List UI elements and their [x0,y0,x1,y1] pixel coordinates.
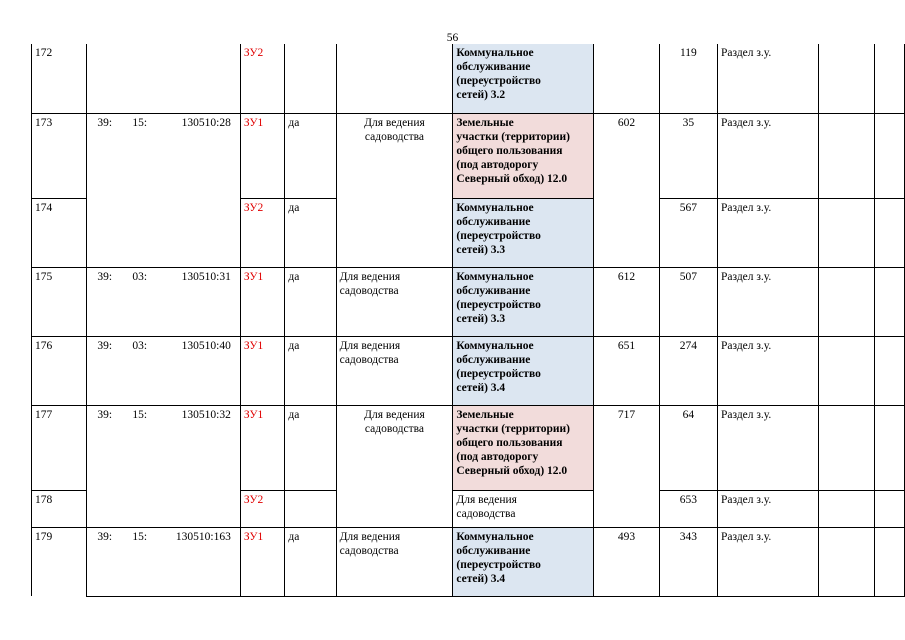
current-use-line: Для ведения [364,408,425,421]
plot-area: 507 [659,267,717,336]
planned-use-line: (под автодорогу [456,450,539,463]
plot-area: 567 [659,198,717,267]
planned-use-cell [453,527,594,596]
operation-type: Раздел з.у. [717,405,818,490]
planned-use-line: сетей) 3.3 [456,243,506,256]
planned-use-cell [453,336,594,405]
operation-type: Раздел з.у. [717,44,818,113]
planned-use-line: Земельные [456,408,514,421]
planned-use-line: участки (территории) [456,130,570,143]
empty-cell [874,44,904,113]
planned-use-line: Коммунальное [456,201,534,214]
table-row [32,336,905,405]
empty-cell [818,527,874,596]
land-plot-table [31,44,905,597]
planned-use-line: Северный обход) 12.0 [456,464,568,477]
plot-label: ЗУ2 [240,44,284,113]
flag-value: да [285,198,336,267]
flag-cell [285,490,336,527]
cadastral-number-cell [87,44,240,113]
source-area: 651 [594,336,660,405]
flag-value: да [285,527,336,596]
source-area: 602 [594,113,660,267]
planned-use-line: обслуживание [456,215,531,228]
source-area: 493 [594,527,660,596]
planned-use-line: (переустройство [456,75,541,87]
empty-cell [818,267,874,336]
planned-use-line: (под автодорогу [456,158,539,171]
flag-value: да [285,405,336,490]
cadastral-number: 39: 03: 130510:31 [97,270,231,283]
plot-label: ЗУ1 [240,527,284,596]
row-number: 176 [32,336,87,405]
table-row [32,527,905,596]
plot-label: ЗУ1 [240,113,284,198]
operation-type: Раздел з.у. [717,198,818,267]
plot-label: ЗУ1 [240,267,284,336]
table-row [32,405,905,490]
cadastral-number-cell [87,267,240,336]
operation-type: Раздел з.у. [717,113,818,198]
planned-use-line: Коммунальное [456,47,534,59]
current-use-cell [336,44,453,113]
source-area: 612 [594,267,660,336]
plot-area: 64 [659,405,717,490]
row-number: 179 [32,527,87,596]
planned-use-line: участки (территории) [456,422,570,435]
cadastral-number-cell [87,336,240,405]
planned-use-line: сетей) 3.3 [456,312,506,325]
row-number: 178 [32,490,87,527]
empty-cell [874,113,904,198]
empty-cell [818,405,874,490]
flag-cell [285,44,336,113]
cadastral-number-cell [87,113,240,267]
current-use-cell [336,113,453,267]
row-number: 172 [32,44,87,113]
planned-use-line: общего пользования [456,436,563,449]
plot-label: ЗУ2 [240,198,284,267]
operation-type: Раздел з.у. [717,267,818,336]
empty-cell [874,267,904,336]
current-use-line: Для ведения [339,339,401,352]
empty-cell [818,490,874,527]
empty-cell [818,44,874,113]
planned-use-line: Коммунальное [456,339,534,352]
current-use-line: Для ведения [364,116,425,129]
cadastral-number: 39: 15: 130510:163 [97,530,231,543]
empty-cell [874,490,904,527]
planned-use-line: (переустройство [456,298,541,311]
current-use-cell [336,527,453,596]
planned-use-line: сетей) 3.4 [456,572,506,585]
current-use-line: садоводства [339,544,399,557]
row-number: 173 [32,113,87,198]
planned-use-line: Земельные [456,116,514,129]
planned-use-cell [453,267,594,336]
planned-use-cell [453,490,594,527]
current-use-line: садоводства [364,422,425,435]
cadastral-number: 39: 15: 130510:32 [97,408,231,421]
planned-use-cell [453,405,594,490]
planned-use-line: обслуживание [456,61,531,73]
flag-value: да [285,113,336,198]
plot-area: 343 [659,527,717,596]
planned-use-line: обслуживание [456,544,531,557]
planned-use-line: Коммунальное [456,270,534,283]
source-area-cell [594,44,660,113]
cadastral-number-cell [87,405,240,527]
empty-cell [818,336,874,405]
planned-use-line: Северный обход) 12.0 [456,172,568,185]
planned-use-cell [453,198,594,267]
current-use-line: Для ведения [339,530,401,543]
empty-cell [874,405,904,490]
current-use-line: садоводства [339,284,399,297]
planned-use-line: Коммунальное [456,530,534,543]
empty-cell [874,336,904,405]
planned-use-cell [453,44,594,113]
plot-label: ЗУ1 [240,405,284,490]
operation-type: Раздел з.у. [717,336,818,405]
current-use-cell [336,267,453,336]
planned-use-line: (переустройство [456,558,541,571]
planned-use-line: сетей) 3.2 [456,89,506,101]
row-number: 175 [32,267,87,336]
cadastral-number: 39: 15: 130510:28 [97,116,231,129]
table-row [32,267,905,336]
planned-use-line: обслуживание [456,284,531,297]
planned-use-line: садоводства [456,507,516,520]
planned-use-line: Для ведения [456,493,517,506]
flag-value: да [285,267,336,336]
cadastral-number: 39: 03: 130510:40 [97,339,231,352]
operation-type: Раздел з.у. [717,527,818,596]
current-use-line: садоводства [339,353,399,366]
empty-cell [818,113,874,198]
planned-use-cell [453,113,594,198]
plot-area: 653 [659,490,717,527]
flag-value: да [285,336,336,405]
empty-cell [818,198,874,267]
plot-area: 119 [659,44,717,113]
planned-use-line: (переустройство [456,229,541,242]
operation-type: Раздел з.у. [717,490,818,527]
current-use-line: Для ведения [339,270,401,283]
plot-area: 35 [659,113,717,198]
empty-cell [874,198,904,267]
planned-use-line: сетей) 3.4 [456,381,506,394]
plot-label: ЗУ2 [240,490,284,527]
row-number: 177 [32,405,87,490]
cadastral-number-cell [87,527,240,596]
plot-label: ЗУ1 [240,336,284,405]
current-use-cell [336,336,453,405]
planned-use-line: обслуживание [456,353,531,366]
table-row [32,44,905,113]
current-use-cell [336,405,453,527]
row-number: 174 [32,198,87,267]
table-row [32,113,905,198]
plot-area: 274 [659,336,717,405]
page-number: 56 [446,32,459,44]
empty-cell [874,527,904,596]
planned-use-line: (переустройство [456,367,541,380]
current-use-line: садоводства [364,130,425,143]
source-area: 717 [594,405,660,527]
planned-use-line: общего пользования [456,144,563,157]
